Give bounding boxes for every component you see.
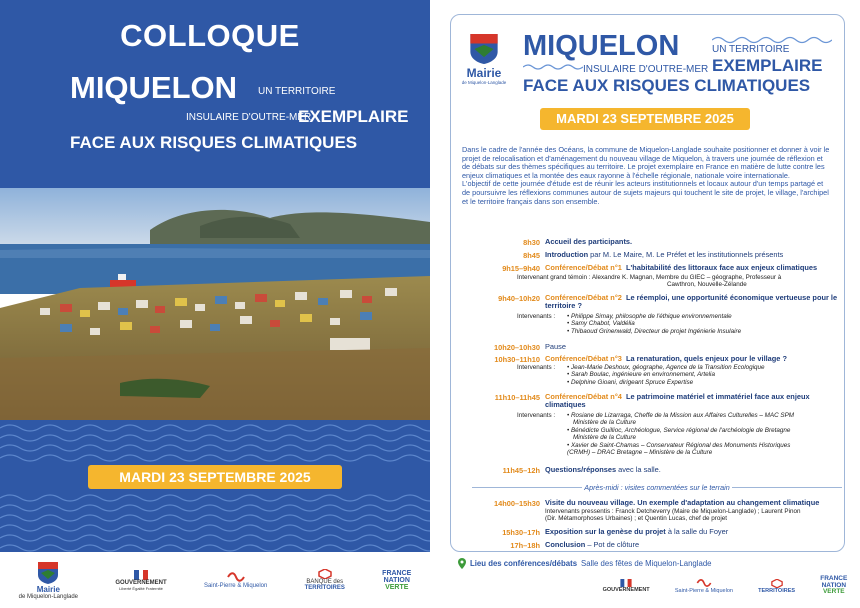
- gouvernement-logo: GOUVERNEMENT Liberté Égalité Fraternité: [115, 570, 166, 591]
- afternoon-separator: Après-midi : visites commentées sur le terrain: [472, 483, 842, 492]
- program-speakers: Intervenants : • Jean-Marie Deshoux, géographe, Agence de la Transition Ecologique • Sarah Boulac, ingénieure en environnement, Artelia • Delphine Gioani, dirigeant Spruce Expertise: [517, 364, 765, 386]
- spm-logo: Saint-Pierre & Miquelon: [204, 571, 267, 589]
- program-time: 10h20–10h30: [493, 343, 540, 352]
- location-pin-icon: [458, 558, 466, 569]
- program-title: Conférence/Débat n°3 La renaturation, quels enjeux pour le village ?: [545, 354, 787, 363]
- gouvernement-logo: GOUVERNEMENT: [603, 579, 650, 593]
- marianne-icon: [134, 570, 148, 580]
- spm-wave-icon: [696, 578, 712, 588]
- program-time: 9h15–9h40: [502, 264, 540, 273]
- spm-wave-icon: [227, 571, 245, 583]
- right-small-un-territoire: UN TERRITOIRE: [712, 44, 790, 55]
- left-title-colloque: COLLOQUE: [120, 18, 300, 53]
- program-title: Exposition sur la genèse du projet à la salle du Foyer: [545, 527, 729, 536]
- banque-territoires-logo: BANQUE des TERRITOIRES: [305, 569, 345, 591]
- left-title-risques: FACE AUX RISQUES CLIMATIQUES: [70, 133, 358, 152]
- banque-territoires-logo: TERRITOIRES: [758, 579, 795, 594]
- mairie-crest-icon: [37, 561, 59, 585]
- venue-value: Salle des fêtes de Miquelon-Langlade: [581, 559, 712, 568]
- program-speakers: Intervenants pressentis : Franck Detcheverry (Maire de Miquelon-Langlade) ; Laurent Pinon (Dir. Métamorphoses Urbaines) ; et Quentin Lucas, chef de projet: [545, 508, 801, 523]
- program-title: Introduction par M. Le Maire, M. Le Préfet et les institutionnels présents: [545, 250, 784, 259]
- program-speakers: Intervenants : • Philippe Simay, philosophe de l'éthique environnementale • Samy Chabot, Valdélia • Thibaoud Grinenwald, Directeur de projet Ingénierie Insulaire: [517, 313, 742, 335]
- program-speakers: Intervenant grand témoin : Alexandre K. Magnan, Membre du GIEC – géographe, Professeur à Cawthron, Nouvelle-Zélande: [517, 274, 782, 289]
- right-mairie-logo: Mairie de Miquelon-Langlade: [456, 32, 512, 85]
- intro-paragraph-2: L'objectif de cette journée d'étude est de réunir les acteurs institutionnels et locaux autour d'un temps partagé et de poursuivre les réflexions communes autour de sujets majeurs qui touchent le site de projet, le village, l'archipel et le territoire français dans son ensemble.: [462, 179, 829, 206]
- banque-hex-icon: [318, 569, 332, 579]
- program-time: 8h30: [523, 238, 540, 247]
- right-title-exemplaire: EXEMPLAIRE: [712, 56, 823, 75]
- program-title: Conférence/Débat n°1 L'habitabilité des littoraux face aux enjeux climatiques: [545, 263, 818, 272]
- right-mid-waves: [523, 62, 583, 72]
- program-title: Conférence/Débat n°2 Le réemploi, une opportunité économique vertueuse pour le territoire ?: [545, 293, 838, 311]
- program-title: Conclusion – Pot de clôture: [545, 540, 640, 549]
- left-date-badge: MARDI 23 SEPTEMBRE 2025: [88, 465, 342, 489]
- program-title: Questions/réponses avec la salle.: [545, 465, 661, 474]
- left-partner-logos: [0, 552, 430, 608]
- program-time: 11h10–11h45: [494, 393, 540, 402]
- right-partner-logos: [590, 566, 860, 606]
- left-small-un-territoire: UN TERRITOIRE: [258, 86, 336, 97]
- right-small-insulaire: INSULAIRE D'OUTRE-MER: [583, 64, 709, 75]
- program-title: Conférence/Débat n°4 Le patrimoine matériel et immatériel face aux enjeux climatiques: [545, 392, 810, 410]
- program-time: 9h40–10h20: [498, 294, 540, 303]
- program-time: 15h30–17h: [502, 528, 540, 537]
- spm-logo: Saint-Pierre & Miquelon: [675, 578, 733, 594]
- program-time: 8h45: [523, 251, 540, 260]
- village-photo: [0, 188, 430, 420]
- venue-label: Lieu des conférences/débats: [470, 559, 578, 568]
- mairie-crest-icon: [469, 32, 499, 66]
- left-title-exemplaire: EXEMPLAIRE: [298, 107, 409, 126]
- left-small-insulaire: INSULAIRE D'OUTRE-MER: [186, 112, 312, 123]
- program-speakers: Intervenants : • Rosiane de Lizarraga, Cheffe de la Mission aux Affaires Culturelles – MAC SPM Ministère de la Culture • Bénédicte Guillioc, Archéologue, Service régional de l'archéologie de Bretagne Ministère de la Culture • Xavier de Saint-Chamas – Conservateur Régional des Monuments Historiques (CRMH) – DRAC Bretagne – Ministère de la Culture: [517, 412, 795, 457]
- marianne-icon: [620, 579, 632, 587]
- right-title-risques: FACE AUX RISQUES CLIMATIQUES: [523, 76, 811, 95]
- program-time: 10h30–11h10: [494, 355, 540, 364]
- banque-hex-icon: [771, 579, 783, 588]
- program-time: 11h45–12h: [502, 466, 540, 475]
- intro-paragraph-1: Dans le cadre de l'année des Océans, la commune de Miquelon-Langlade souhaite positionner et donner à voir le projet de relocalisation et d'aménagement du nouveau village de Miquelon, à travers une journée de réflexion et de débats sur des thèmes spécifiques au territoire. Le projet exemplaire en France en matière de lutte contre les enjeux climatiques et la montée des eaux rayonne à l'échelle régionale, nationale voire internationale.: [462, 145, 830, 180]
- right-date-badge: MARDI 23 SEPTEMBRE 2025: [540, 108, 750, 130]
- program-title: Visite du nouveau village. Un exemple d'adaptation au changement climatique: [545, 498, 820, 507]
- program-title: Accueil des participants.: [545, 237, 633, 246]
- mairie-logo: Mairie de Miquelon-Langlade: [19, 561, 78, 600]
- intro-text: [462, 146, 832, 206]
- france-nation-verte-logo: FRANCE NATION VERTE: [382, 569, 412, 591]
- program-title: Pause: [545, 342, 566, 351]
- program-time: 17h–18h: [510, 541, 540, 550]
- left-title-miquelon: MIQUELON: [70, 70, 238, 105]
- france-nation-verte-logo: FRANCE NATION VERTE: [820, 575, 848, 596]
- right-title-miquelon: MIQUELON: [523, 30, 680, 62]
- program-time: 14h00–15h30: [493, 499, 540, 508]
